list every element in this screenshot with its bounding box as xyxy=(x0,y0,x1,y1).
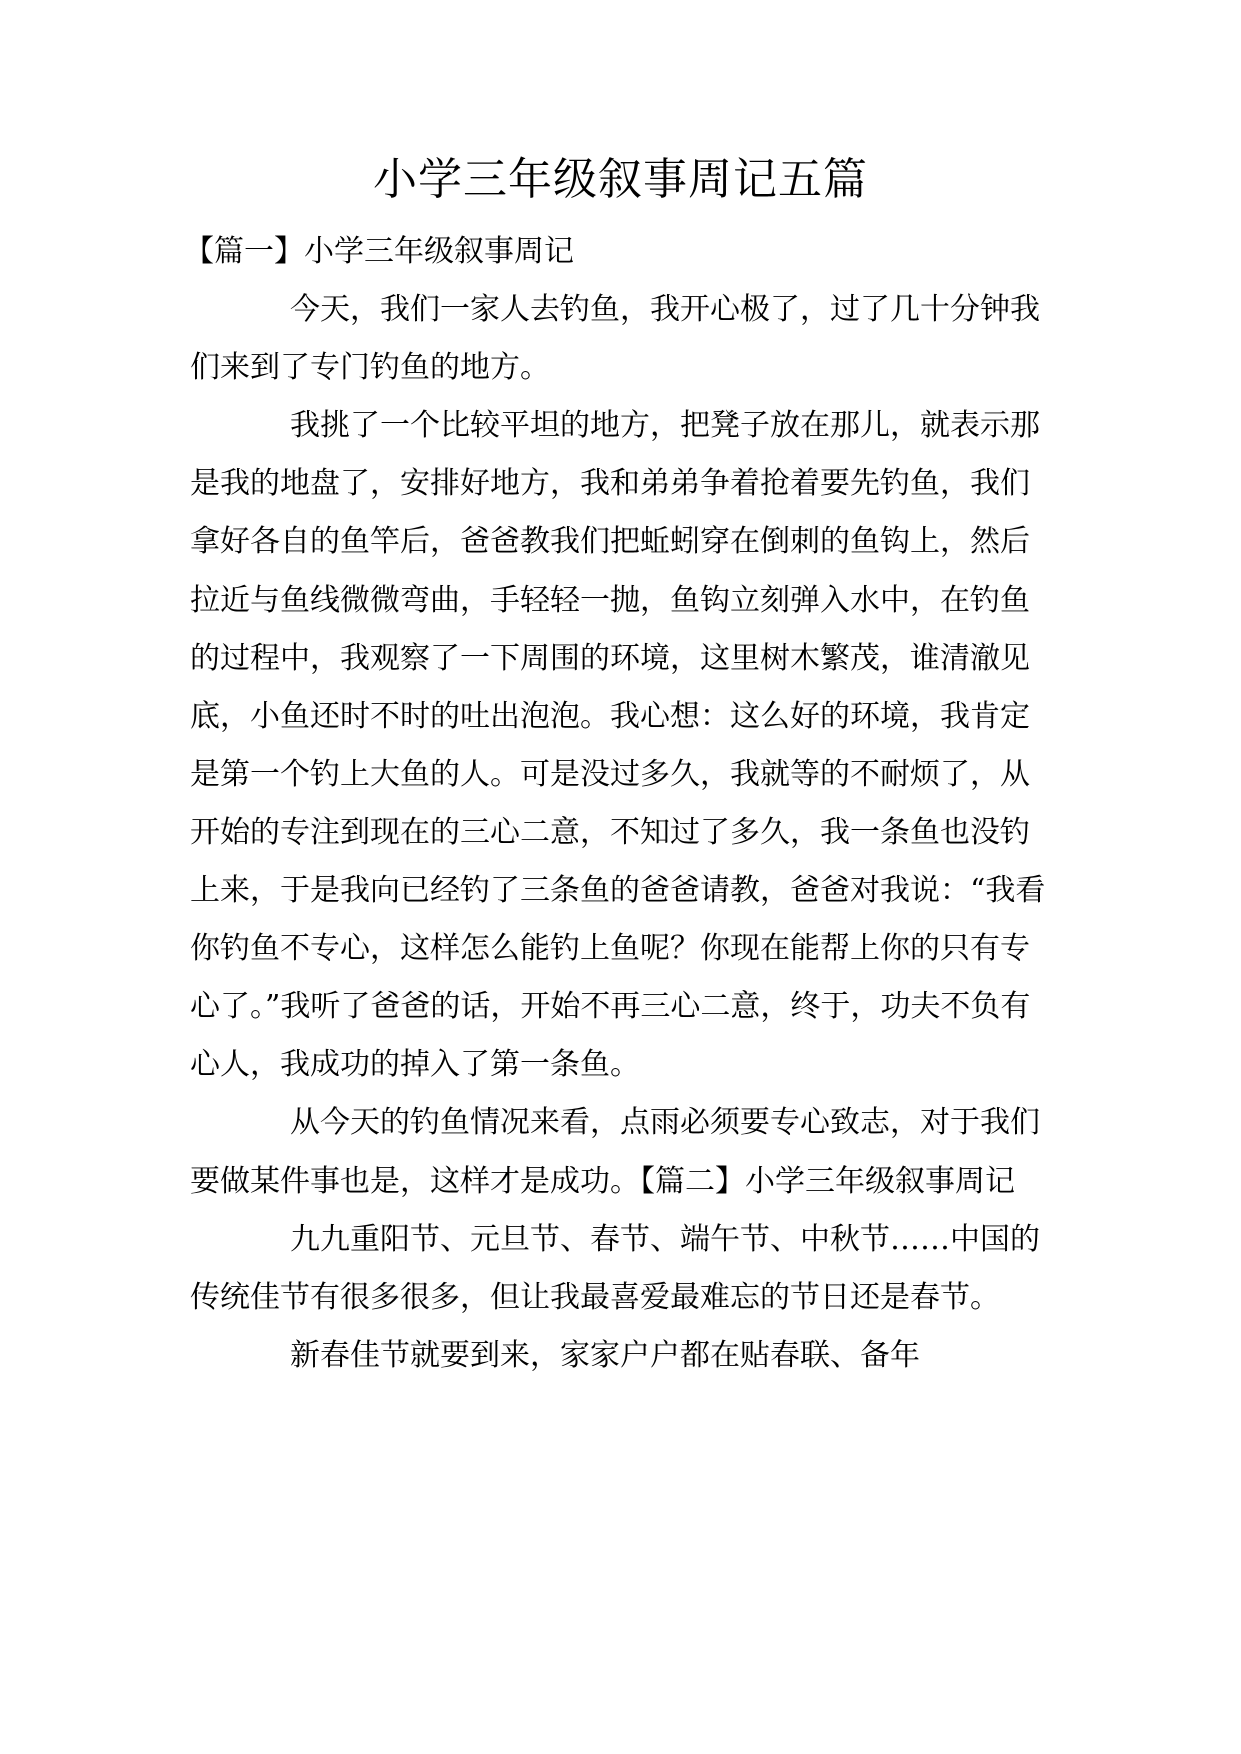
document-title: 小学三年级叙事周记五篇 xyxy=(373,154,868,205)
paragraph: 从今天的钓鱼情况来看，点雨必须要专心致志，对于我们要做某件事也是，这样才是成功。【篇二】小学三年级叙事周记 xyxy=(190,1105,1040,1199)
paragraph: 今天，我们一家人去钓鱼，我开心极了，过了几十分钟我们来到了专门钓鱼的地方。 xyxy=(190,292,1040,386)
section-heading: 【篇一】小学三年级叙事周记 xyxy=(184,234,574,269)
document-body xyxy=(184,223,1052,1385)
paragraph: 新春佳节就要到来，家家户户都在贴春联、备年 xyxy=(290,1337,920,1373)
paragraph: 九九重阳节、元旦节、春节、端午节、中秋节……中国的传统佳节有很多很多，但让我最喜爱最难忘的节日还是春节。 xyxy=(190,1221,1040,1315)
paragraph: 我挑了一个比较平坦的地方，把凳子放在那儿，就表示那是我的地盘了，安排好地方，我和弟弟争着抢着要先钓鱼，我们拿好各自的鱼竿后，爸爸教我们把蚯蚓穿在倒刺的鱼钩上，然后拉近与鱼线微微弯曲，手轻轻一抛，鱼钩立刻弹入水中，在钓鱼的过程中，我观察了一下周围的环境，这里树木繁茂，谁清澈见底，小鱼还时不时的吐出泡泡。我心想：这么好的环境，我肯定是第一个钓上大鱼的人。可是没过多久，我就等的不耐烦了，从开始的专注到现在的三心二意，不知过了多久，我一条鱼也没钓上来，于是我向已经钓了三条鱼的爸爸请教，爸爸对我说：“我看你钓鱼不专心，这样怎么能钓上鱼呢？你现在能帮上你的只有专心了。”我听了爸爸的话，开始不再三心二意，终于，功夫不负有心人，我成功的掉入了第一条鱼。 xyxy=(190,408,1046,1083)
